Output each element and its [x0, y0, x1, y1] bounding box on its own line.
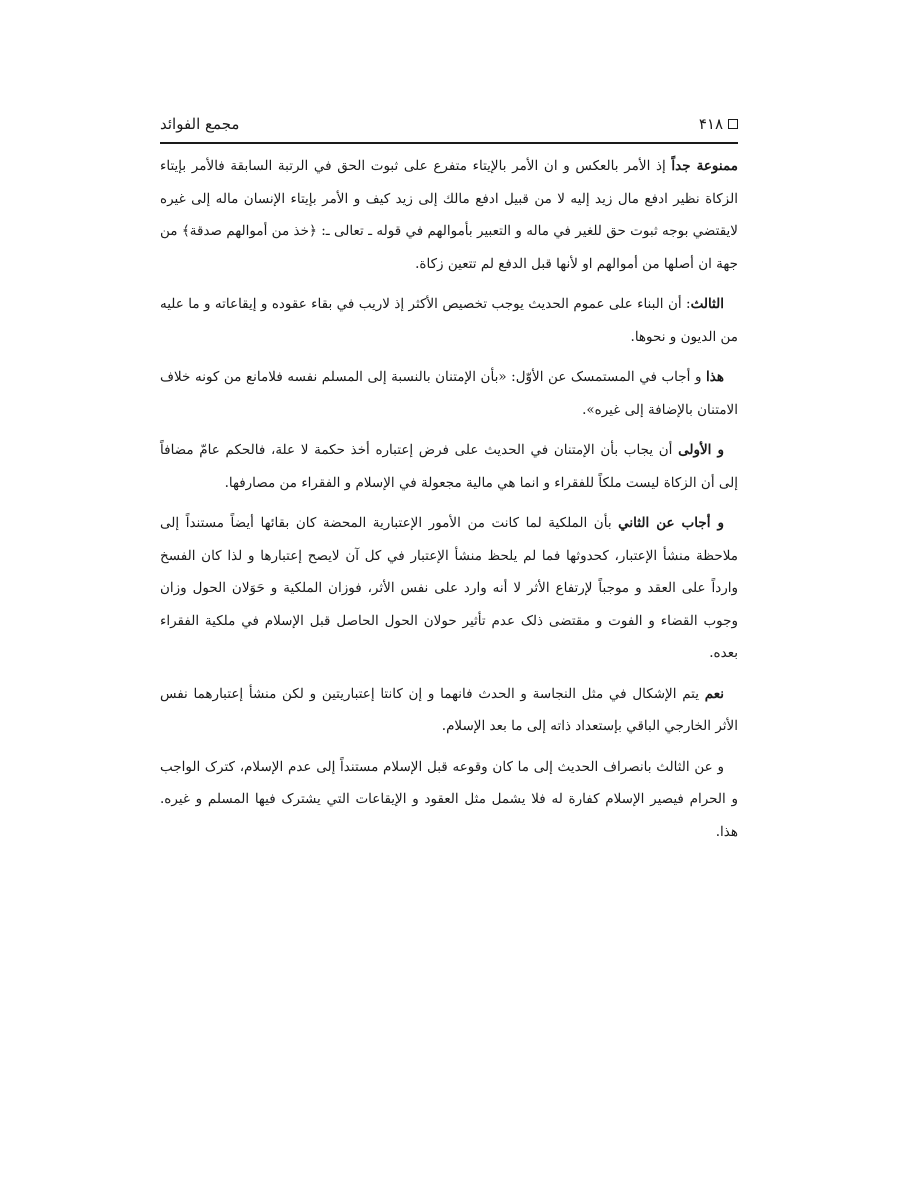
paragraph-4-text: أن يجاب بأن الإمتنان في الحديث على فرض إعتباره أخذ حكمة لا علة، فالحكم عامّ مضافاً إلى أن الزكاة ليست ملكاً للفقراء و انما هي مالية مجعولة في الإسلام و الفقراء من مصارفها. [160, 442, 738, 491]
page-header [160, 110, 738, 138]
paragraph-6-lead: نعم [704, 685, 724, 702]
paragraph-5 [160, 507, 738, 670]
paragraph-5-lead: و أجاب عن الثاني [618, 515, 724, 531]
page-number: ۴۱۸ [698, 115, 723, 133]
page-number-block [699, 115, 738, 133]
paragraph-1-text: إذ الأمر بالعكس و ان الأمر بالإيتاء متفرع على ثبوت الحق في الرتبة السابقة فالأمر بإيتاء الزكاة نظير ادفع مال زيد إليه لا من قبيل ادفع مالك إلى زيد كيف و الأمر بإيتاء الإنسان ماله إلى غيره لايقتضي بوجه ثبوت حق للغير في ماله و التعبير بأموالهم في قوله ـ تعالى ـ: ﴿خذ من أموالهم صدقة﴾ من جهة ان أصلها من أموالهم او لأنها قبل الدفع لم تتعين زكاة. [160, 158, 738, 272]
paragraph-1 [160, 150, 738, 280]
paragraph-7 [160, 751, 738, 849]
paragraph-6-text: يتم الإشكال في مثل النجاسة و الحدث فانهما و إن كانتا إعتباريتين و لكن منشأ إعتبارهما نفس الأثر الخارجي الباقي بإستعداد ذاته إلى ما بعد الإسلام. [160, 685, 738, 734]
book-title: مجمع الفوائد [160, 115, 240, 133]
header-divider [160, 142, 738, 144]
paragraph-2-text: : أن البناء على عموم الحديث يوجب تخصيص الأكثر إذ لاريب في بقاء عقوده و إيقاعاته و ما عليه من الديون و نحوها. [160, 296, 738, 345]
paragraph-2-lead: الثالث [690, 296, 724, 312]
paragraph-3-lead: هذا [706, 369, 724, 385]
paragraph-4-lead: و الأولى [678, 442, 725, 458]
paragraph-7-text: و عن الثالث بانصراف الحديث إلى ما كان وقوعه قبل الإسلام مستنداً إلى عدم الإسلام، كترک الواجب و الحرام فيصير الإسلام كفارة له فلا يشمل مثل العقود و الإيقاعات التي يشترک فيها المسلم و غيره. هذا. [160, 758, 738, 840]
paragraph-3 [160, 361, 738, 426]
paragraph-1-lead: ممنوعة جداً [671, 158, 738, 174]
square-outline-icon [728, 119, 738, 129]
paragraph-4 [160, 434, 738, 499]
page-body [160, 150, 738, 856]
paragraph-5-text: بأن الملكية لما كانت من الأمور الإعتبارية المحضة كان بقائها أيضاً مستنداً إلى ملاحظة منشأ الإعتبار، كحدوثها فما لم يلحظ منشأ الإعتبار في كل آن لايصح إعتبارها و لذا كان الفسخ وارداً على العقد و موجباً لإرتفاع الأثر لا أنه وارد على نفس الأثر، فوزان الملكية و حَوَلان الحول وزان وجوب القضاء و الفوت و مقتضى ذلک عدم تأثير حولان الحول الحاصل قبل الإسلام في ملكية الفقراء بعده. [160, 515, 738, 661]
paragraph-6 [160, 678, 738, 743]
paragraph-2 [160, 288, 738, 353]
paragraph-3-text: و أجاب في المستمسک عن الأوّل: «بأن الإمتنان بالنسبة إلى المسلم نفسه فلامانع من كونه خلاف الامتنان بالإضافة إلى غيره». [160, 369, 738, 418]
